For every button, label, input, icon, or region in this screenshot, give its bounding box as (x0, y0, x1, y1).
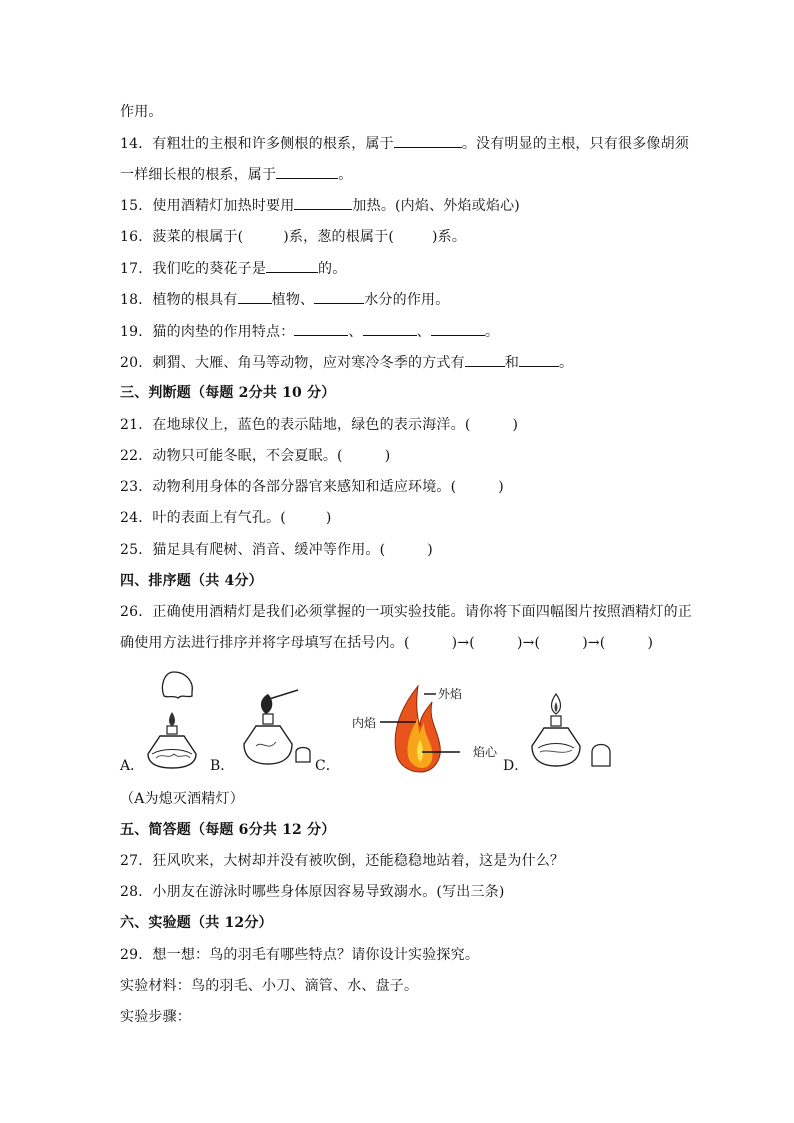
lamp-a-figure (138, 668, 208, 772)
text: 19．猫的肉垫的作用特点： (120, 324, 295, 340)
text: ) (427, 542, 433, 558)
line-q13-tail (120, 102, 163, 122)
question-21 (120, 415, 518, 435)
answer-blank[interactable] (314, 289, 364, 304)
text: )→( (516, 635, 541, 651)
text: 水分的作用。 (364, 292, 450, 308)
text: 、 (348, 324, 363, 340)
option-c-label: C． (315, 758, 340, 774)
answer-blank[interactable] (431, 321, 485, 336)
option-b-label: B． (210, 758, 235, 774)
text: 。 (484, 324, 500, 340)
answer-blank[interactable] (465, 352, 505, 367)
flame-icon (261, 694, 272, 714)
question-14 (120, 133, 689, 154)
question-20 (120, 352, 573, 373)
question-26-cont (120, 633, 653, 653)
answer-blank[interactable] (294, 321, 348, 336)
text: 的。 (318, 261, 347, 277)
section-heading-short-answer (120, 820, 335, 840)
question-25 (120, 540, 433, 560)
inner-flame-label: 内焰 (352, 716, 377, 730)
text: 植物、 (271, 292, 315, 308)
question-16 (120, 227, 466, 247)
text: ) (647, 635, 654, 651)
answer-blank[interactable] (294, 195, 352, 210)
text: 23．动物利用身体的各部分器官来感知和适应环境。( (120, 479, 457, 495)
question-27 (120, 851, 564, 871)
question-19 (120, 321, 499, 342)
experiment-materials (120, 976, 418, 996)
text: 14．有粗壮的主根和许多侧根的根系，属于 (120, 136, 394, 152)
text: 29．想一想：鸟的羽毛有哪些特点？请你设计实验探究。 (120, 947, 480, 963)
text: )→( (451, 635, 475, 651)
lamp-body-icon (244, 726, 292, 764)
text: 26．正确使用酒精灯是我们必须掌握的一项实验技能。请你将下面四幅图片按照酒精灯的正 (120, 604, 693, 620)
text: 实验材料：鸟的羽毛、小刀、滴管、水、盘子。 (120, 978, 419, 994)
text: 27．狂风吹来，大树却并没有被吹倒，还能稳稳地站着，这是为什么？ (120, 853, 565, 869)
question-28 (120, 882, 505, 902)
answer-blank[interactable] (238, 289, 272, 304)
flame-core-label: 焰心 (473, 745, 498, 759)
figure-note (120, 789, 244, 809)
text: 作用。 (120, 104, 163, 120)
question-24 (120, 508, 332, 528)
option-a-label: A． (120, 758, 145, 774)
section-title: 五、简答题（每题 6分共 12 分） (120, 822, 336, 838)
question-26 (120, 602, 692, 622)
text: 25．猫足具有爬树、消音、缓冲等作用。( (120, 542, 386, 558)
answer-blank[interactable] (394, 133, 462, 148)
lamp-d-figure (522, 690, 614, 774)
question-15 (120, 195, 520, 216)
text: 18．植物的根具有 (120, 292, 238, 308)
question-17 (120, 258, 346, 279)
wick-holder-icon (551, 716, 561, 726)
text: ) (384, 448, 391, 464)
text: 确使用方法进行排序并将字母填写在括号内。( (120, 635, 410, 651)
answer-blank[interactable] (276, 164, 338, 179)
text: )系。 (432, 229, 467, 245)
section-heading-ordering (120, 571, 263, 591)
text: ) (512, 417, 519, 433)
text: 17．我们吃的葵花子是 (120, 261, 267, 277)
answer-blank[interactable] (519, 352, 559, 367)
text: 。没有明显的主根，只有很多像胡须 (461, 136, 690, 152)
section-heading-judgement (120, 383, 335, 403)
outer-flame-label: 外焰 (438, 687, 463, 701)
text: 15．使用酒精灯加热时要用 (120, 198, 295, 214)
question-29 (120, 945, 479, 965)
section-title: 三、判断题（每题 2分共 10 分） (120, 385, 336, 401)
text: )系，葱的根属于( (283, 229, 395, 245)
text: ) (498, 479, 504, 495)
answer-blank[interactable] (266, 258, 318, 273)
text: 一样细长根的根系，属于 (120, 167, 277, 183)
text: 加热。(内焰、外焰或焰心) (352, 198, 520, 214)
flame-icon (169, 712, 175, 726)
text: 28．小朋友在游泳时哪些身体原因容易导致溺水。(写出三条) (120, 884, 505, 900)
section-heading-experiment (120, 913, 273, 933)
text: 21．在地球仪上，蓝色的表示陆地，绿色的表示海洋。( (120, 417, 471, 433)
question-23 (120, 477, 504, 497)
lamp-cap-icon (162, 672, 192, 698)
experiment-steps (120, 1007, 191, 1027)
text: )→( (582, 635, 606, 651)
text: 。 (559, 355, 574, 371)
option-d-label: D． (503, 758, 529, 774)
text: 22．动物只可能冬眠，不会夏眠。( (120, 448, 343, 464)
text: ) (325, 510, 332, 526)
text: 16．菠菜的根属于( (120, 229, 244, 245)
wick-holder-icon (167, 726, 177, 734)
text: 、 (416, 324, 431, 340)
answer-blank[interactable] (363, 321, 417, 336)
text: 20．刺猬、大雁、角马等动物，应对寒冷冬季的方式有 (120, 355, 465, 371)
lamp-cap-icon (296, 748, 310, 763)
section-title: 四、排序题（共 4分） (120, 573, 263, 589)
lamp-b-figure (236, 686, 324, 772)
question-18 (120, 289, 449, 310)
wick-holder-icon (263, 714, 273, 724)
question-22 (120, 446, 390, 466)
text: 和 (504, 355, 520, 371)
text: 。 (338, 167, 353, 183)
lamp-cap-icon (592, 745, 610, 767)
section-title: 六、实验题（共 12分） (120, 915, 273, 931)
text: （A为熄灭酒精灯） (120, 791, 244, 807)
text: 实验步骤： (120, 1009, 191, 1025)
question-14-cont (120, 164, 352, 185)
text: 24．叶的表面上有气孔。( (120, 510, 286, 526)
